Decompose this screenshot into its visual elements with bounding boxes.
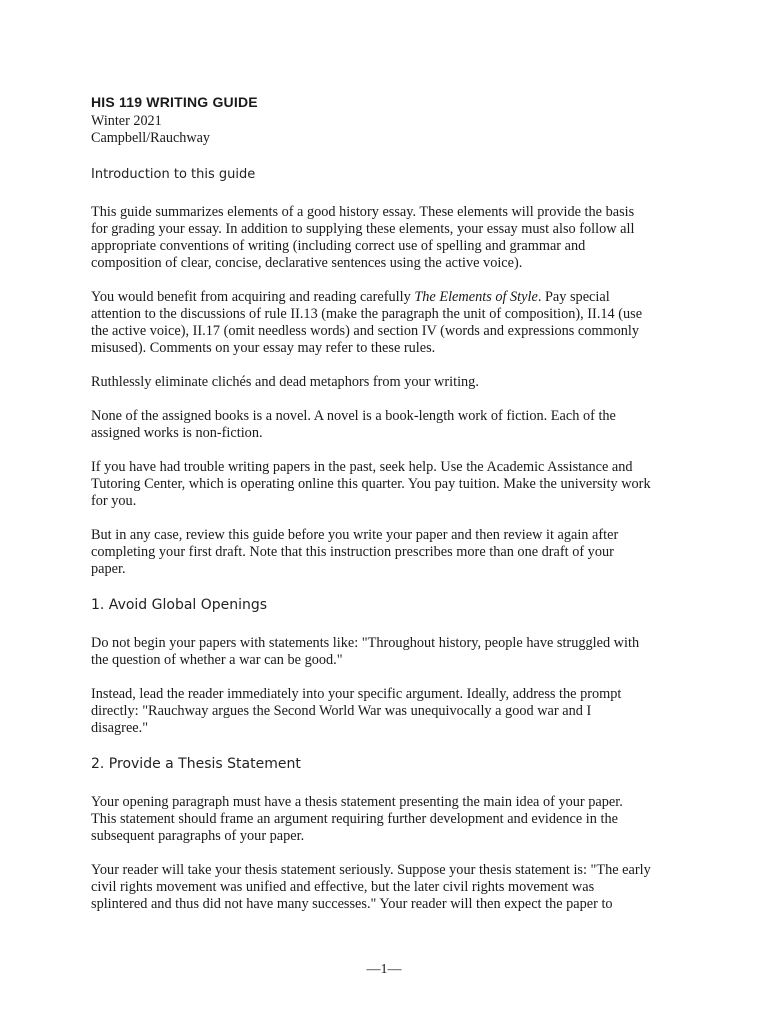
section-2-paragraph-1: Your opening paragraph must have a thesis statement presenting the main idea of your paper. This statement should frame an argument requiring further development and evidence in the subsequent paragraphs of your paper. bbox=[91, 794, 623, 844]
section-2-paragraph-2: Your reader will take your thesis statement seriously. Suppose your thesis statement is: "The early civil rights movement was unified and effective, but the later civil rights movement was splintered and thus did not have many successes." Your reader will then expect the paper to bbox=[91, 862, 651, 912]
intro-p2-before: You would benefit from acquiring and reading carefully bbox=[91, 289, 415, 305]
intro-paragraph-4: None of the assigned books is a novel. A novel is a book-length work of fiction. Each of the assigned works is non-fiction. bbox=[91, 408, 616, 441]
term-line: Winter 2021 bbox=[91, 113, 162, 129]
section-1-heading: 1. Avoid Global Openings bbox=[91, 597, 268, 613]
instructors-line: Campbell/Rauchway bbox=[91, 130, 210, 146]
section-1-paragraph-2: Instead, lead the reader immediately into your specific argument. Ideally, address the prompt directly: "Rauchway argues the Second World War was unequivocally a good war and I disagree." bbox=[91, 686, 622, 736]
intro-paragraph-3: Ruthlessly eliminate clichés and dead metaphors from your writing. bbox=[91, 374, 479, 390]
page-number: —1— bbox=[366, 962, 402, 977]
book-title: The Elements of Style bbox=[414, 289, 538, 305]
section-1-paragraph-1: Do not begin your papers with statements like: "Throughout history, people have struggled with the question of whether a war can be good." bbox=[91, 635, 640, 668]
intro-heading: Introduction to this guide bbox=[91, 167, 256, 182]
document-page bbox=[91, 94, 651, 930]
intro-paragraph-2 bbox=[91, 289, 651, 357]
document-title: HIS 119 WRITING GUIDE bbox=[91, 94, 258, 110]
section-2-heading: 2. Provide a Thesis Statement bbox=[91, 756, 301, 772]
intro-paragraph-6: But in any case, review this guide before you write your paper and then review it again after completing your first draft. Note that this instruction prescribes more than one draft of your paper. bbox=[91, 527, 619, 577]
intro-paragraph-5: If you have had trouble writing papers in the past, seek help. Use the Academic Assistance and Tutoring Center, which is operating online this quarter. You pay tuition. Make the university work for you. bbox=[91, 459, 651, 509]
intro-paragraph-1: This guide summarizes elements of a good history essay. These elements will provide the basis for grading your essay. In addition to supplying these elements, your essay must also follow all appropriate conventions of writing (including correct use of spelling and grammar and composition of clear, concise, declarative sentences using the active voice). bbox=[91, 204, 635, 271]
intro-p2-after: . Pay special attention to the discussions of rule II.13 (make the paragraph the unit of composition), II.14 (use the active voice), II.17 (omit needless words) and section IV (words and expressions commonly misused). Comments on your essay may refer to these rules. bbox=[91, 289, 643, 356]
